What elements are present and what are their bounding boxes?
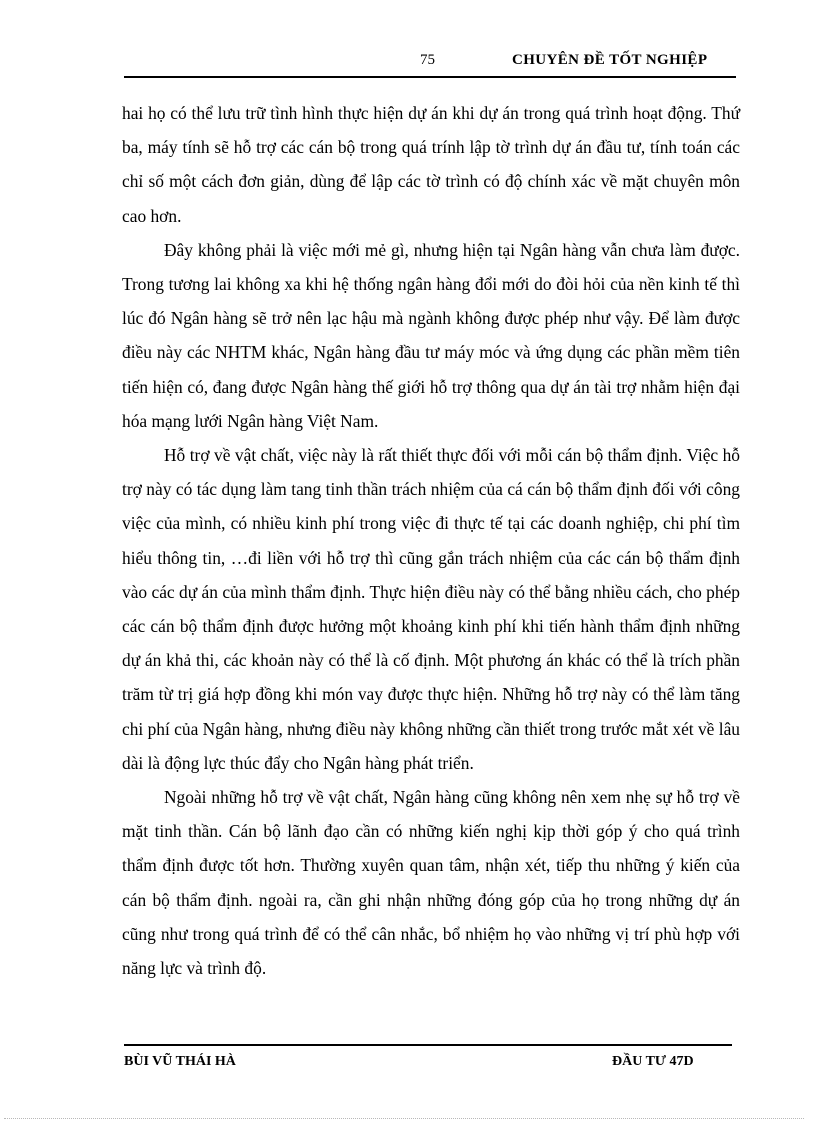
page-number: 75 bbox=[420, 52, 435, 68]
paragraph-3: Hỗ trợ về vật chất, việc này là rất thiết thực đối với mỗi cán bộ thẩm định. Việc hỗ trợ này có tác dụng làm tang tinh thần trách nhiệm của cá cán bộ thẩm định đối với công việc của mình, có nhiều kinh phí trong việc đi thực tế tại các doanh nghiệp, chi phí tìm hiểu thông tin, …đi liền với hỗ trợ thì cũng gắn trách nhiệm của các cán bộ thẩm định vào các dự án của mình thẩm định. Thực hiện điều này có thể bằng nhiều cách, cho phép các cán bộ thẩm định được hưởng một khoảng kinh phí khi tiến hành thẩm định những dự án khả thi, các khoản này có thể là cố định. Một phương án khác có thể là trích phần trăm từ trị giá hợp đồng khi món vay được thực hiện. Những hỗ trợ này có thể làm tăng chi phí của Ngân hàng, nhưng điều này không những cần thiết trong trước mắt xét về lâu dài là động lực thúc đẩy cho Ngân hàng phát triển. bbox=[122, 445, 740, 773]
paragraph-2: Đây không phải là việc mới mẻ gì, nhưng hiện tại Ngân hàng vẫn chưa làm được. Trong tương lai không xa khi hệ thống ngân hàng đổi mới do đòi hỏi của nền kinh tế thì lúc đó Ngân hàng sẽ trở nên lạc hậu mà ngành không được phép như vậy. Để làm được điều này các NHTM khác, Ngân hàng đầu tư máy móc và ứng dụng các phần mềm tiên tiến hiện có, đang được Ngân hàng thế giới hỗ trợ thông qua dự án tài trợ nhằm hiện đại hóa mạng lưới Ngân hàng Việt Nam. bbox=[122, 239, 740, 431]
footer-author: BÙI VŨ THÁI HÀ bbox=[124, 1054, 236, 1069]
paragraph-4: Ngoài những hỗ trợ về vật chất, Ngân hàng cũng không nên xem nhẹ sự hỗ trợ về mặt tinh thần. Cán bộ lãnh đạo cần có những kiến nghị kịp thời góp ý cho quá trình thẩm định được tốt hơn. Thường xuyên quan tâm, nhận xét, tiếp thu những ý kiến của cán bộ thẩm định. ngoài ra, cần ghi nhận những đóng góp của họ trong những dự án cũng như trong quá trình để có thể cân nhắc, bổ nhiệm họ vào những vị trí phù hợp với năng lực và trình độ. bbox=[122, 787, 740, 979]
page-bottom-border bbox=[4, 1118, 804, 1119]
header-title: CHUYÊN ĐỀ TỐT NGHIỆP bbox=[512, 52, 708, 68]
page-header bbox=[124, 48, 736, 76]
document-body bbox=[122, 96, 740, 985]
footer-divider bbox=[124, 1044, 732, 1046]
header-divider bbox=[124, 76, 736, 78]
paragraph-1: hai họ có thể lưu trữ tình hình thực hiện dự án khi dự án trong quá trình hoạt động. Thứ ba, máy tính sẽ hỗ trợ các cán bộ trong quá trính lập tờ trình dự án đầu tư, tính toán các chỉ số một cách đơn giản, dùng để lập các tờ trình có độ chính xác về mặt chuyên môn cao hơn. bbox=[122, 103, 740, 226]
footer-class: ĐẦU TƯ 47D bbox=[612, 1054, 694, 1069]
